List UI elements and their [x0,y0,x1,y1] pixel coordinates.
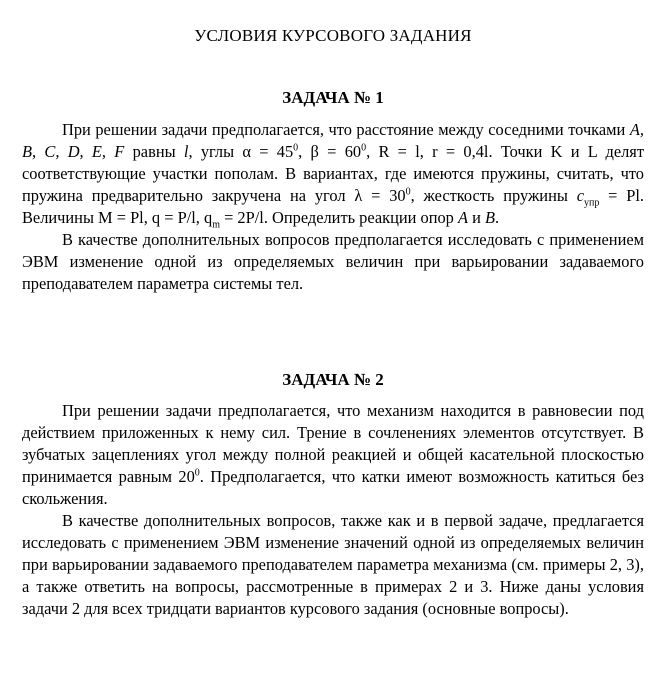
task1-body [22,119,644,295]
document-title: УСЛОВИЯ КУРСОВОГО ЗАДАНИЯ [194,26,472,45]
task2-paragraph-2: В качестве дополнительных вопросов, также как и в первой задаче, предлагается исследовать с применением ЭВМ изменение значений одной из определяемых величин при варьировании задаваемого преподавателем параметра механизма (см. примеры 2, 3), а также ответить на вопросы, рассмотренные в примерах 2 и 3. Ниже даны условия задачи 2 для всех тридцати вариантов курсового задания (основные вопросы). [22,511,644,618]
task1-paragraph-1: При решении задачи предполагается, что расстояние между соседними точками A, B, C, D, E, F равны l, углы $\alpha = 45^0$, $\beta = 60^0$, R = l, r = 0,4l. Точки K и L делят соответствующие участки пополам. В вариантах, где имеются пружины, считать, что пружина предварительно закручена на угол $\lambda = 30^0$, жесткость пружины $c_{упр} = Pl$. Величины M = Pl, q = P/l, $q_m = 2P/l$. Определить реакции опор A и B. [22,120,644,231]
task2-body [22,400,644,620]
task1-paragraph-2: В качестве дополнительных вопросов предполагается исследовать с применением ЭВМ изменение одной из определяемых величин при варьировании задаваемого преподавателем параметра системы тел. [22,230,644,293]
task2-paragraph-1: При решении задачи предполагается, что механизм находится в равновесии под действием приложенных к нему сил. Трение в сочленениях элементов отсутствует. В зубчатых зацеплениях угол между полной реакцией и общей касательной плоскостью принимается равным $20^0$. Предполагается, что катки имеют возможность катиться без скольжения. [22,401,644,508]
task2-heading: ЗАДАЧА № 2 [282,370,384,389]
task1-heading: ЗАДАЧА № 1 [282,88,384,107]
